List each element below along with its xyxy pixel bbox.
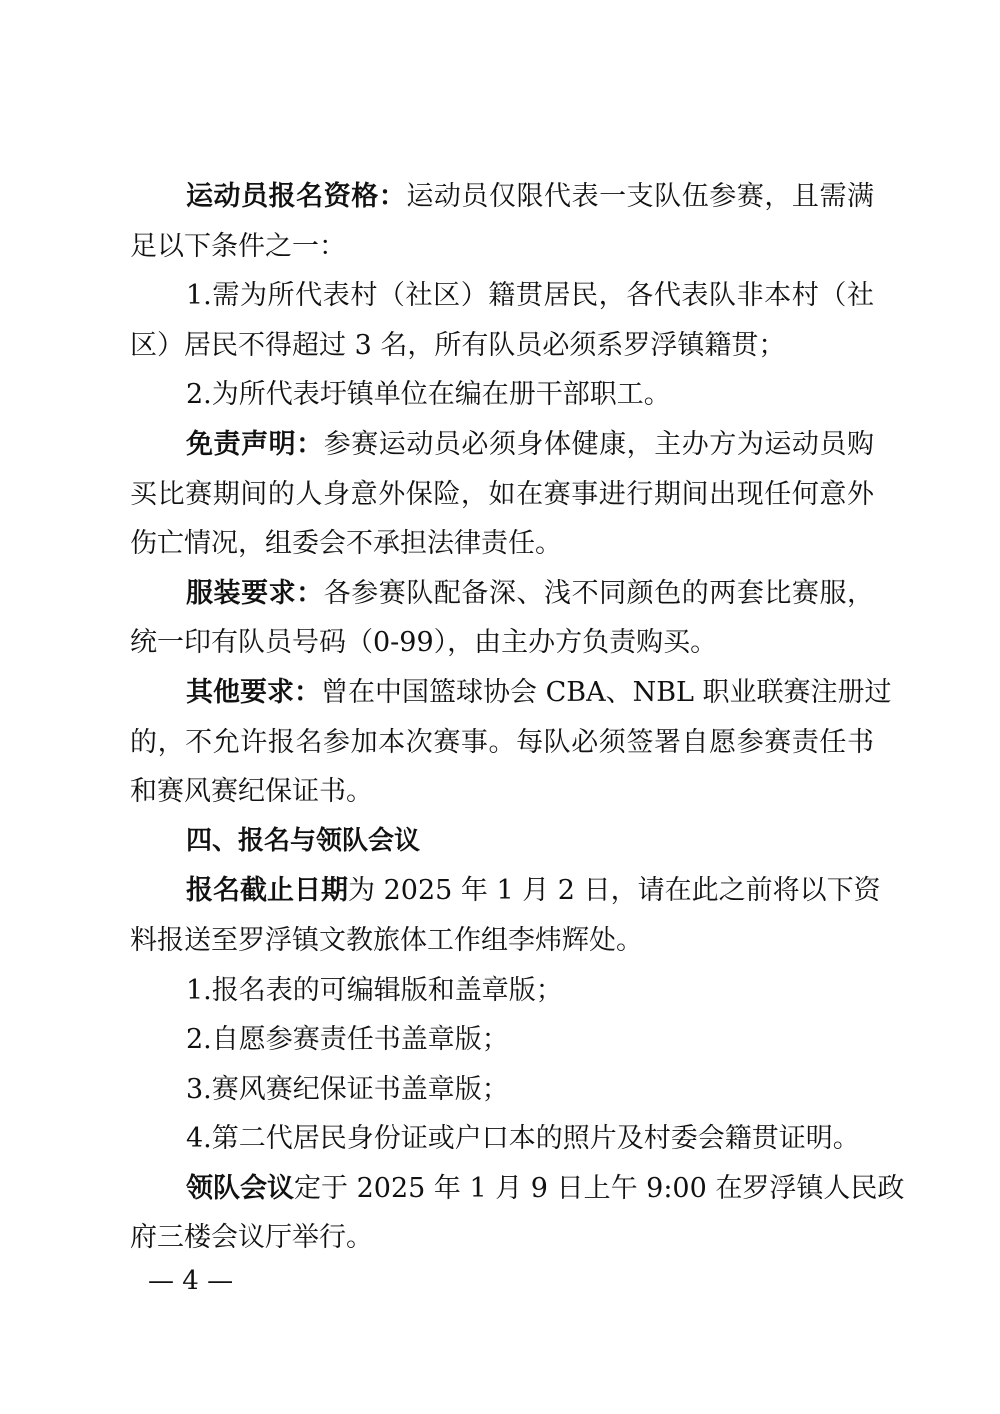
disclaimer-line-2: 买比赛期间的人身意外保险，如在赛事进行期间出现任何意外 (130, 478, 874, 510)
material-item: 1.报名表的可编辑版和盖章版； (186, 974, 563, 1006)
uniform-label: 服装要求： (186, 577, 324, 609)
section-heading: 四、报名与领队会议 (186, 825, 421, 856)
material-item: 3.赛风赛纪保证书盖章版； (186, 1073, 509, 1105)
disclaimer-line-3: 伤亡情况，组委会不承担法律责任。 (130, 528, 562, 560)
deadline-line-2: 料报送至罗浮镇文教旅体工作组李炜辉处。 (130, 924, 643, 956)
material-item: 2.自愿参赛责任书盖章版； (186, 1024, 509, 1056)
eligibility-line-2: 足以下条件之一： (130, 230, 346, 262)
eligibility-item-1-line-2: 区）居民不得超过 3 名，所有队员必须系罗浮镇籍贯； (130, 329, 786, 361)
other-line-3: 和赛风赛纪保证书。 (130, 776, 373, 808)
other-label: 其他要求： (186, 676, 321, 708)
uniform-line-2: 统一印有队员号码（0-99），由主办方负责购买。 (130, 627, 718, 659)
other-line-2: 的，不允许报名参加本次赛事。每队必须签署自愿参赛责任书 (130, 726, 874, 758)
eligibility-item-2: 2.为所代表圩镇单位在编在册干部职工。 (186, 379, 671, 411)
eligibility-item-1-line-1: 1.需为所代表村（社区）籍贯居民，各代表队非本村（社 (186, 280, 874, 312)
eligibility-label: 运动员报名资格： (186, 181, 407, 212)
other-line-1: 其他要求：曾在中国篮球协会 CBA、NBL 职业联赛注册过 (186, 676, 892, 708)
disclaimer-line-1: 免责声明：参赛运动员必须身体健康，主办方为运动员购 (186, 428, 875, 460)
meeting-label: 领队会议 (186, 1172, 294, 1204)
meeting-line-1: 领队会议定于 2025 年 1 月 9 日上午 9:00 在罗浮镇人民政 (186, 1172, 905, 1204)
meeting-line-2: 府三楼会议厅举行。 (130, 1222, 373, 1254)
page-number: — 4 — (148, 1266, 234, 1296)
material-item: 4.第二代居民身份证或户口本的照片及村委会籍贯证明。 (186, 1123, 860, 1155)
deadline-label: 报名截止日期 (186, 875, 348, 907)
deadline-line-1: 报名截止日期为 2025 年 1 月 2 日，请在此之前将以下资 (186, 875, 881, 907)
document-page (130, 172, 905, 1263)
uniform-line-1: 服装要求：各参赛队配备深、浅不同颜色的两套比赛服， (186, 577, 875, 609)
disclaimer-label: 免责声明： (186, 428, 324, 460)
eligibility-line-1: 运动员报名资格：运动员仅限代表一支队伍参赛，且需满 (186, 181, 875, 212)
